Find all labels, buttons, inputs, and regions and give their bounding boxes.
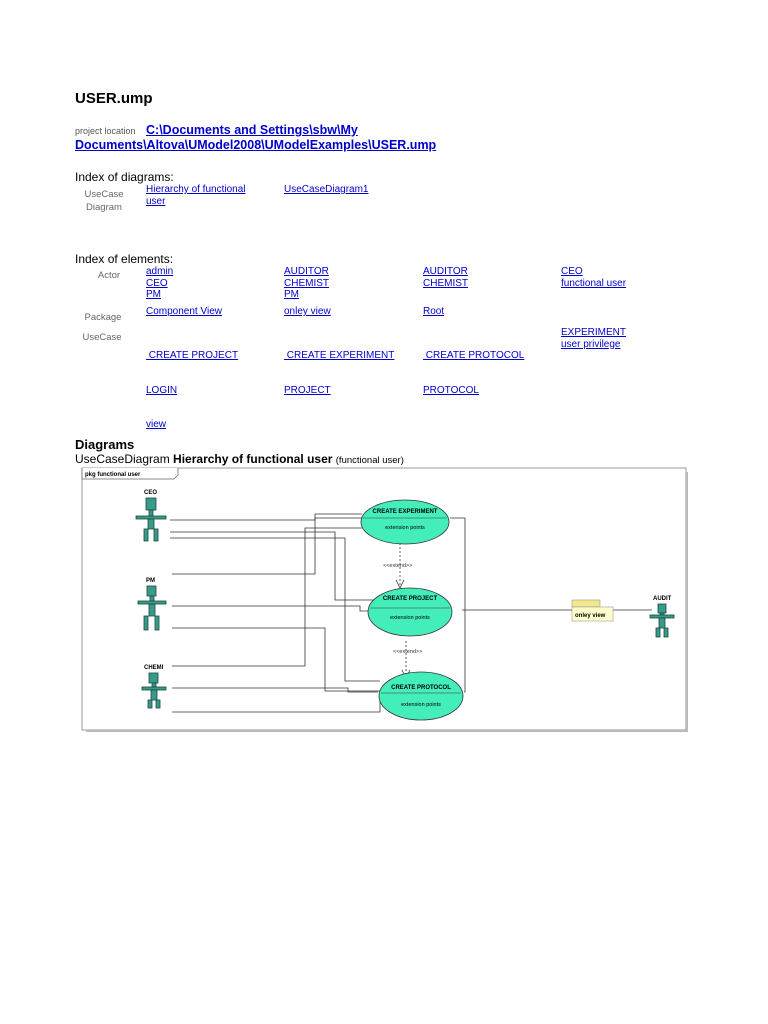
usecase-link[interactable]: CREATE EXPERIMENT <box>284 350 395 361</box>
actor-link[interactable]: admin <box>146 266 174 277</box>
usecase-project-extension: extension points <box>390 615 430 621</box>
index-diagrams-heading: Index of diagrams: <box>75 170 174 184</box>
diagram-subtitle-type: UseCaseDiagram <box>75 452 170 466</box>
usecase-link[interactable]: user privilege <box>561 338 621 350</box>
actor-link[interactable]: CHEMIST <box>423 277 468 289</box>
actor-pm-label: PM <box>146 578 155 584</box>
actor-link[interactable]: PM <box>146 289 161 300</box>
usecase-link[interactable]: PROTOCOL <box>423 384 479 396</box>
package-link-onley-view[interactable]: onley view <box>284 306 331 317</box>
diagram-link-usecasediagram1[interactable]: UseCaseDiagram1 <box>284 184 369 195</box>
actor-col1 <box>146 266 173 301</box>
usecase-link[interactable]: view <box>146 419 167 430</box>
usecase-project-name: CREATE PROJECT <box>382 596 438 602</box>
extend-label-1: <<extend>> <box>383 563 413 569</box>
actor-auditor-label: AUDIT <box>653 596 672 602</box>
actor-link[interactable]: PM <box>284 289 299 300</box>
usecase-create-protocol[interactable] <box>379 672 463 720</box>
actor-col3 <box>423 266 468 289</box>
actor-link[interactable]: AUDITOR <box>423 266 468 277</box>
actor-col4 <box>561 266 626 289</box>
diagram-link-hierarchy[interactable] <box>146 184 246 207</box>
actor-ceo-label: CEO <box>144 490 158 496</box>
extend-label-2: <<extend>> <box>393 649 423 655</box>
project-location-label: project location <box>75 126 136 136</box>
package-row-label: Package <box>84 312 122 323</box>
usecase-col1 <box>146 327 238 442</box>
actor-link[interactable]: CHEMIST <box>284 277 329 289</box>
diagram-link-hierarchy-line1[interactable]: Hierarchy of functional <box>146 184 246 195</box>
project-location-link-line2[interactable]: Documents\Altova\UModel2008\UModelExamples\USER.ump <box>75 138 437 152</box>
actor-row-label: Actor <box>97 270 121 281</box>
actor-link[interactable]: CEO <box>146 277 168 289</box>
usecase-row-label: UseCase <box>82 332 122 343</box>
diagram-subtitle <box>75 452 404 466</box>
usecase-diagram-label-line2: Diagram <box>86 202 122 213</box>
usecase-link[interactable]: CREATE PROJECT <box>146 350 239 361</box>
usecase-link[interactable]: EXPERIMENT <box>561 327 627 338</box>
actor-link[interactable]: CEO <box>561 266 583 277</box>
index-elements-heading: Index of elements: <box>75 252 174 266</box>
diagram-subtitle-name: Hierarchy of functional user <box>173 452 333 466</box>
package-note-label: onley view <box>575 613 606 619</box>
project-location-link-line1[interactable]: C:\Documents and Settings\sbw\My <box>146 123 358 137</box>
package-link-component-view[interactable]: Component View <box>146 306 222 317</box>
actor-link[interactable]: functional user <box>561 277 627 289</box>
usecase-create-project[interactable] <box>368 588 452 636</box>
document-title: USER.ump <box>75 90 153 107</box>
diagrams-heading: Diagrams <box>75 437 135 452</box>
actor-chemist-label: CHEMI <box>144 665 164 671</box>
usecase-col2 <box>284 327 394 408</box>
usecase-diagram-label <box>80 189 128 213</box>
usecase-link[interactable]: CREATE PROTOCOL <box>423 350 525 361</box>
usecase-experiment-extension: extension points <box>385 525 425 531</box>
usecase-experiment-name: CREATE EXPERIMENT <box>372 509 438 515</box>
usecase-link[interactable]: LOGIN <box>146 384 178 396</box>
usecase-link[interactable]: PROJECT <box>284 384 331 396</box>
package-link-root[interactable]: Root <box>423 306 445 317</box>
usecase-diagram-label-line1: UseCase <box>84 189 124 200</box>
usecase-diagram <box>80 466 688 732</box>
diagram-link-hierarchy-line2[interactable]: user <box>146 195 166 207</box>
usecase-col4 <box>561 327 626 350</box>
actor-col2 <box>284 266 329 301</box>
frame-tab-label: pkg functional user <box>85 472 141 478</box>
usecase-create-experiment[interactable] <box>361 500 449 544</box>
usecase-protocol-name: CREATE PROTOCOL <box>391 685 451 691</box>
diagram-subtitle-paren: (functional user) <box>335 455 404 466</box>
usecase-col3 <box>423 327 524 408</box>
usecase-protocol-extension: extension points <box>401 702 441 708</box>
actor-link[interactable]: AUDITOR <box>284 266 329 277</box>
